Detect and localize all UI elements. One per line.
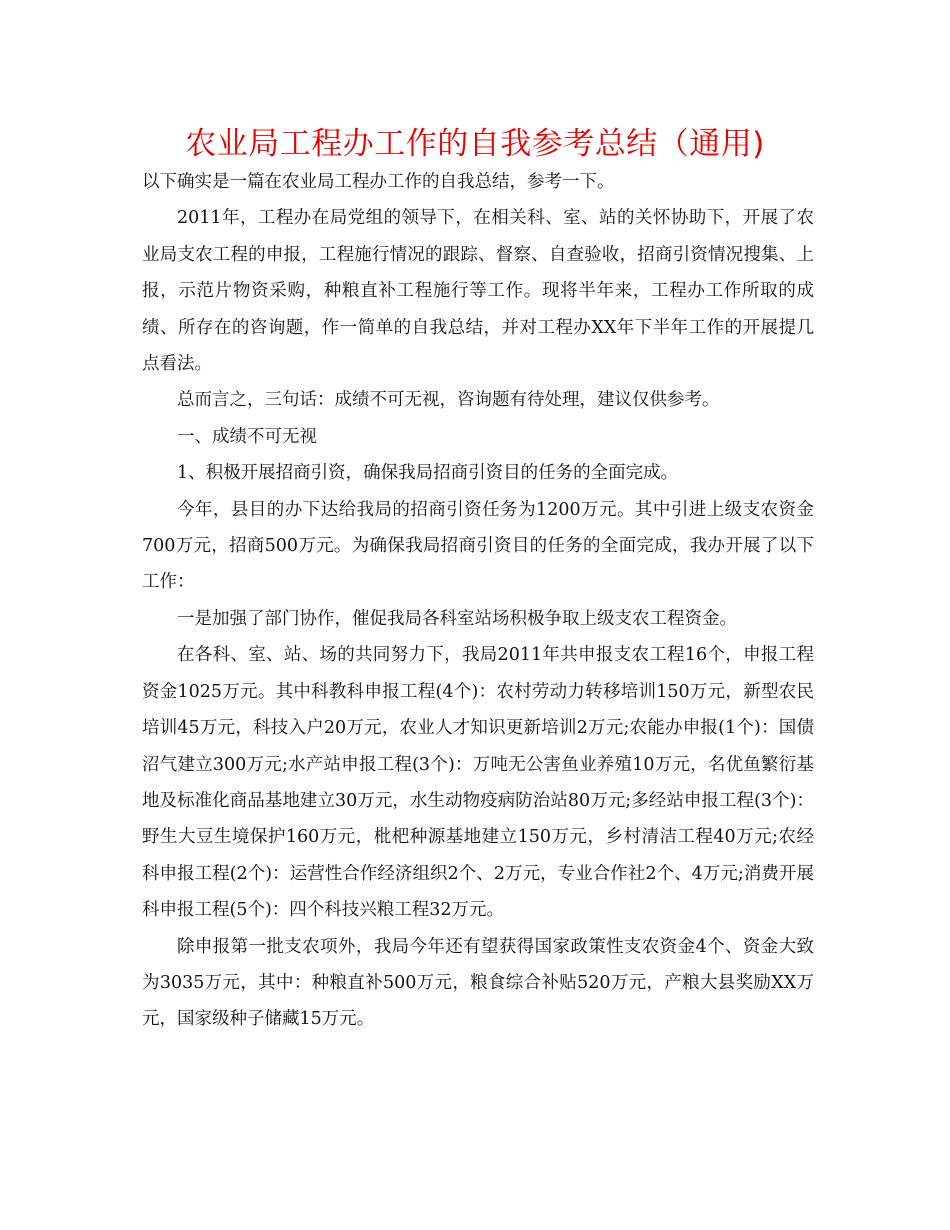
paragraph-intro: 以下确实是一篇在农业局工程办工作的自我总结，参考一下。: [142, 172, 615, 192]
document-title: 农业局工程办工作的自我参考总结（通用): [185, 126, 765, 162]
subsection-heading: 1、积极开展招商引资，确保我局招商引资目的任务的全面完成。: [177, 463, 679, 484]
paragraph-point-one: 一是加强了部门协作，催促我局各科室站场积极争取上级支农工程资金。: [177, 608, 737, 629]
document-body: [142, 164, 814, 1038]
paragraph-overview: 2011年，工程办在局党组的领导下，在相关科、室、站的关怀协助下，开展了农业局支农工程的申报，工程施行情况的跟踪、督察、自查验收，招商引资情况搜集、上报，示范片物资采购，种粮直补工程施行等工作。现将半年来，工程办工作所取的成绩、所存在的咨询题，作一简单的自我总结，并对工程办XX年下半年工作的开展提几点看法。: [142, 208, 814, 375]
paragraph-summary: 总而言之，三句话：成绩不可无视，咨询题有待处理，建议仅供参考。: [177, 390, 720, 411]
section-heading: 一、成绩不可无视: [177, 426, 317, 447]
paragraph-target: 今年，县目的办下达给我局的招商引资任务为1200万元。其中引进上级支农资金700万元，招商500万元。为确保我局招商引资目的任务的全面完成，我办开展了以下工作：: [142, 499, 814, 593]
paragraph-funds: 除申报第一批支农项外，我局今年还有望获得国家政策性支农资金4个、资金大致为3035万元，其中：种粮直补500万元，粮食综合补贴520万元，产粮大县奖励XX万元，国家级种子储藏15万元。: [142, 936, 814, 1030]
paragraph-projects: 在各科、室、站、场的共同努力下，我局2011年共申报支农工程16个，申报工程资金1025万元。其中科教科申报工程(4个)：农村劳动力转移培训150万元，新型农民培训45万元，科技入户20万元，农业人才知识更新培训2万元;农能办申报(1个)：国债沼气建立300万元;水产站申报工程(3个)：万吨无公害鱼业养殖10万元，名优鱼繁衍基地及标准化商品基地建立30万元，水生动物疫病防治站80万元;多经站申报工程(3个)：野生大豆生境保护160万元，枇杷种源基地建立150万元，乡村清洁工程40万元;农经科申报工程(2个)：运营性合作经济组织2个、2万元，专业合作社2个、4万元;消费开展科申报工程(5个)：四个科技兴粮工程32万元。: [142, 645, 814, 921]
